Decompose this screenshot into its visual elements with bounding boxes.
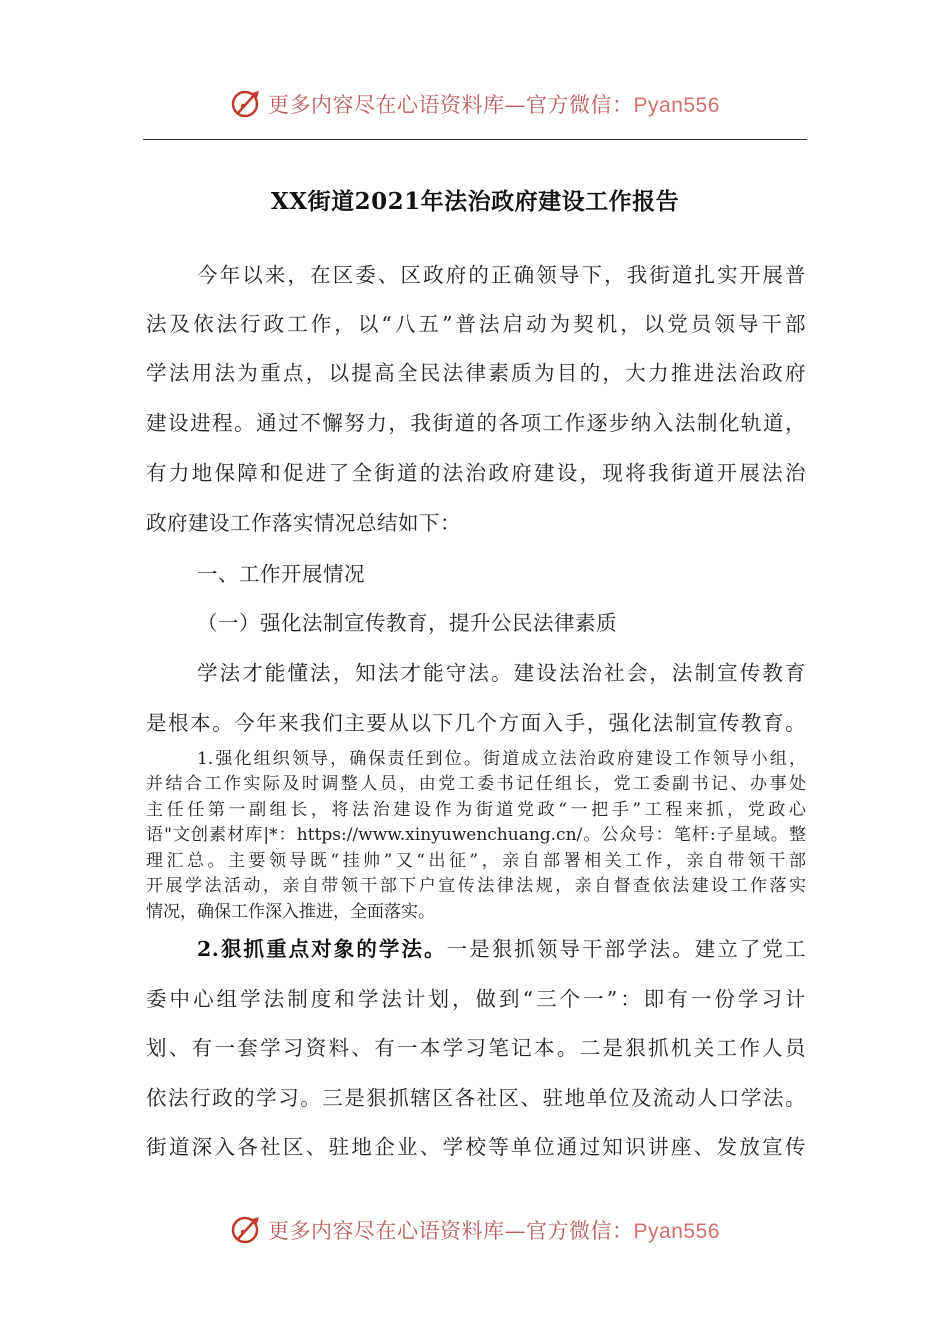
item1-line-2: 并结合工作实际及时调整人员，由党工委书记任组长，党工委副书记、办事处 [146, 774, 806, 794]
item2-line-4: 依法行政的学习。三是狠抓辖区各社区、驻地单位及流动人口学法。 [146, 1086, 806, 1110]
pen-logo-icon [230, 1213, 264, 1247]
intro-line-1: 今年以来，在区委、区政府的正确领导下，我街道扎实开展普 [197, 263, 806, 287]
item2-line-3: 划、有一套学习资料、有一本学习笔记本。二是狠抓机关工作人员 [146, 1036, 806, 1060]
item1-line-3: 主任任第一副组长，将法治建设作为街道党政“一把手”工程来抓，党政心 [146, 800, 806, 820]
item2-line-1 [197, 932, 806, 962]
item2-lead-rest: 一是狠抓领导干部学法。建立了党工 [446, 937, 806, 961]
item2-lead: 2.狠抓重点对象的学法。 [197, 937, 447, 961]
intro-line-3: 学法用法为重点，以提高全民法律素质为目的，大力推进法治政府 [146, 361, 806, 385]
subsection-heading: （一）强化法制宣传教育，提升公民法律素质 [197, 611, 617, 635]
intro-line-4: 建设进程。通过不懈努力，我街道的各项工作逐步纳入法制化轨道， [146, 411, 806, 435]
item1-line-1: 1.强化组织领导，确保责任到位。街道成立法治政府建设工作领导小组， [197, 749, 806, 769]
item1-line-4: 语"文创素材库|*：https://www.xinyuwenchuang.cn/。公众号：笔杆:子星域。整 [146, 825, 806, 845]
header-banner [0, 82, 950, 126]
footer-banner [0, 1208, 950, 1252]
section-heading: 一、工作开展情况 [197, 562, 365, 586]
intro-line-2: 法及依法行政工作，以“八五”普法启动为契机，以党员领导干部 [146, 312, 806, 336]
item1-line-6: 开展学法活动，亲自带领干部下户宣传法律法规，亲自督查依法建设工作落实 [146, 876, 806, 896]
wechat-id: Pyan556 [633, 1220, 720, 1243]
item1-line-5: 理汇总。主要领导既“挂帅”又“出征”，亲自部署相关工作，亲自带领干部 [146, 851, 806, 871]
item1-line-7: 情况，确保工作深入推进，全面落实。 [146, 902, 435, 922]
header-divider [143, 139, 807, 140]
intro-line-6: 政府建设工作落实情况总结如下： [146, 511, 461, 535]
para2-line-1: 学法才能懂法，知法才能守法。建设法治社会，法制宣传教育 [197, 661, 806, 685]
para2-line-2: 是根本。今年来我们主要从以下几个方面入手，强化法制宣传教育。 [146, 711, 806, 735]
page-title: XX街道2021年法治政府建设工作报告 [270, 188, 680, 215]
intro-line-5: 有力地保障和促进了全街道的法治政府建设，现将我街道开展法治 [146, 461, 806, 485]
banner-text: 更多内容尽在心语资料库—官方微信：Pyan556 [268, 1219, 720, 1243]
item2-line-5: 街道深入各社区、驻地企业、学校等单位通过知识讲座、发放宣传 [146, 1135, 806, 1159]
item2-line-2: 委中心组学法制度和学法计划，做到“三个一”：即有一份学习计 [146, 987, 806, 1011]
banner-text: 更多内容尽在心语资料库—官方微信：Pyan556 [268, 93, 720, 117]
wechat-id: Pyan556 [633, 94, 720, 117]
pen-logo-icon [230, 87, 264, 121]
